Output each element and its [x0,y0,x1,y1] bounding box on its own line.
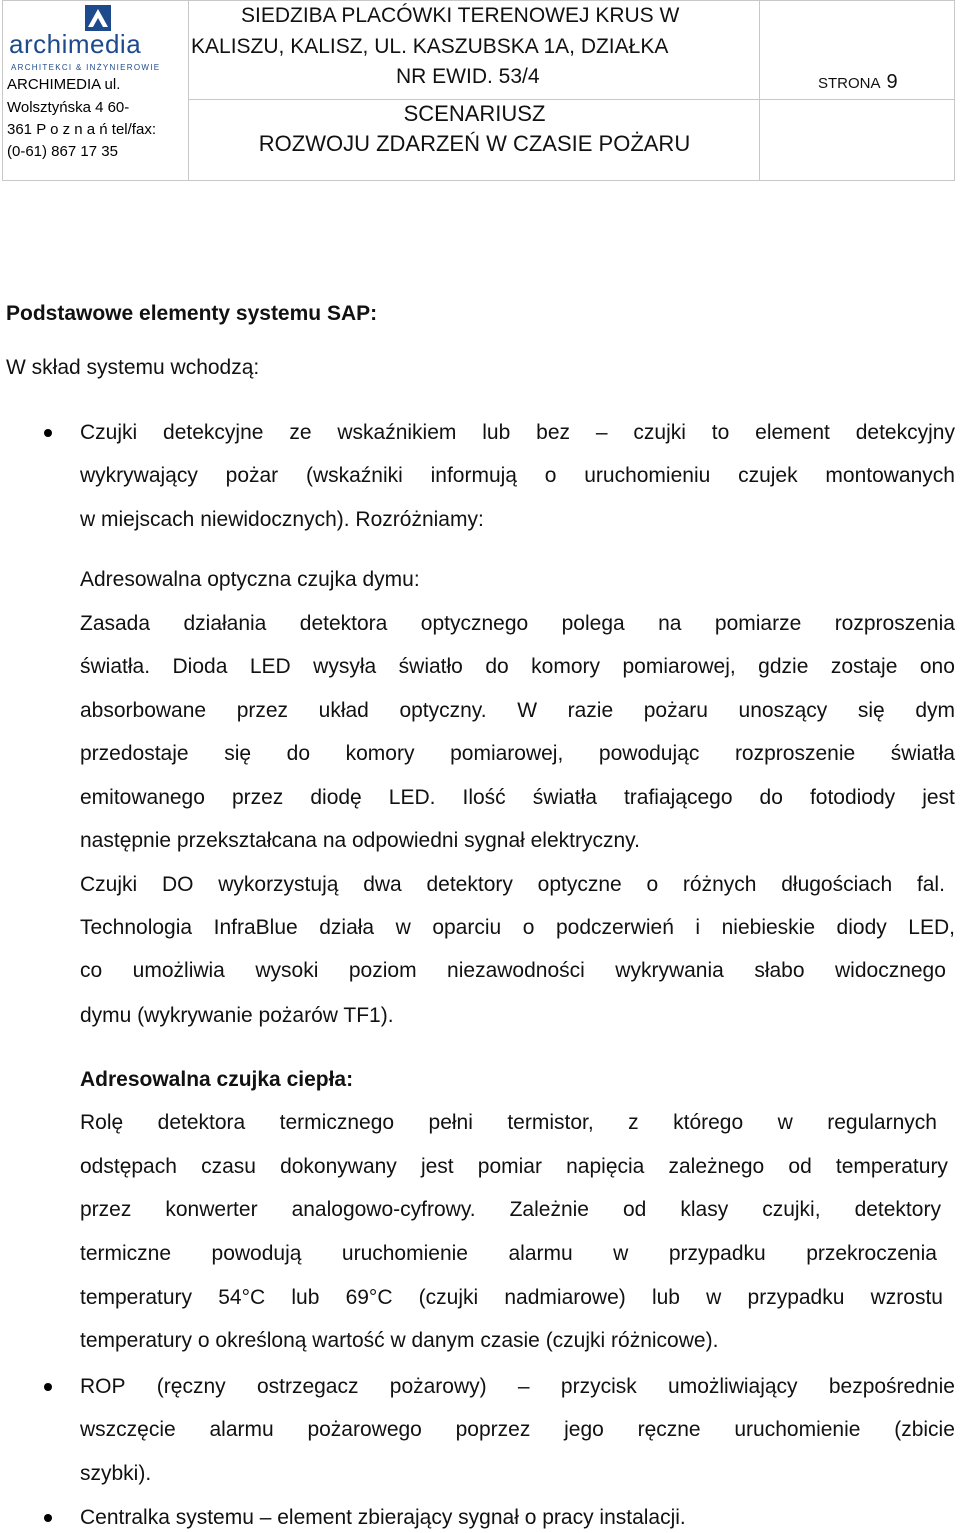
company-address-line: ARCHIMEDIA ul. [7,76,121,93]
word: uruchomienie [341,1242,468,1265]
word: przez [80,1198,132,1221]
word: przypadku [668,1242,766,1265]
word: przedostaje [80,742,189,765]
word: LED [249,655,291,678]
word: o [522,916,535,939]
word: jego [564,1418,604,1441]
facility-line: SIEDZIBA PLACÓWKI TERENOWEJ KRUS W [241,4,680,27]
word: oparciu [432,916,502,939]
word: fal. [916,873,945,896]
word: LED. [388,786,436,809]
word: – [595,421,608,444]
intro-text: W skład systemu wchodzą: [6,356,260,379]
bullet-icon [44,1383,52,1391]
word: (wskaźniki [305,464,403,487]
word: diody [836,916,887,939]
word: jest [922,786,955,809]
word: ręczne [637,1418,701,1441]
word: się [224,742,252,765]
word: optyczny. [399,699,487,722]
text-line: szybki). [80,1462,152,1485]
company-phone: (0-61) 867 17 35 [7,143,118,160]
word: optycznego [420,612,529,635]
word: unoszący [738,699,828,722]
facility-location [189,1,759,100]
header-page-block [760,1,955,180]
word: ROP [80,1375,126,1398]
word: słabo [754,959,805,982]
word: zostaje [830,655,898,678]
text-line: dymu (wykrywanie pożarów TF1). [80,1004,394,1027]
word: trafiającego [623,786,733,809]
word: czujki [633,421,686,444]
word: przez [236,699,289,722]
word: razie [567,699,614,722]
word: alarmu [508,1242,573,1265]
company-logo-icon [85,5,111,31]
word: układ [318,699,369,722]
word: Czujki [80,421,138,444]
text-line [80,1375,955,1399]
page-number-value: 9 [886,71,898,93]
word: Zasada [80,612,151,635]
word: (zbicie [894,1418,955,1441]
word: od [788,1155,812,1178]
section-title: Podstawowe elementy systemu SAP: [6,302,378,325]
word: (czujki [418,1286,479,1309]
word: przekroczenia [806,1242,937,1265]
word: Rolę [80,1111,124,1134]
word: Dioda [172,655,228,678]
word: na [658,612,682,635]
word: napięcia [566,1155,645,1178]
word: poprzez [455,1418,531,1441]
text-line: następnie przekształcana na odpowiedni sygnał elektryczny. [80,829,640,852]
word: lub [482,421,511,444]
word: alarmu [209,1418,274,1441]
word: detekcyjne [163,421,264,444]
text-line [80,742,955,766]
word: 54°C [218,1286,266,1309]
page-number [818,71,898,94]
facility-line: NR EWID. 53/4 [396,65,540,88]
word: niezawodności [447,959,585,982]
word: uruchomieniu [584,464,711,487]
word: pożarowego [307,1418,422,1441]
word: powodując [598,742,700,765]
word: pomiarowej, [622,655,736,678]
word: światła. [80,655,151,678]
word: diodę [310,786,362,809]
word: wskaźnikiem [337,421,457,444]
word: dym [915,699,955,722]
word: detektory [426,873,513,896]
word: niebieskie [721,916,816,939]
word: poziom [348,959,417,982]
bullet-icon [44,429,52,437]
bullet-icon [44,1514,52,1522]
word: pomiarze [714,612,802,635]
word: i [695,916,701,939]
word: dokonywany [280,1155,397,1178]
word: światła [890,742,955,765]
word: jest [420,1155,454,1178]
word: przycisk [560,1375,637,1398]
word: w [613,1242,629,1265]
word: umożliwia [132,959,225,982]
word: InfraBlue [213,916,298,939]
word: DO [161,873,194,896]
word: o [544,464,557,487]
text-line: Centralka systemu – element zbierający sygnał o pracy instalacji. [80,1506,686,1529]
word: termistor, [507,1111,594,1134]
word: ono [919,655,955,678]
word: o [646,873,659,896]
word: komory [531,655,601,678]
word: termicznego [279,1111,395,1134]
word: ze [289,421,312,444]
word: przez [231,786,284,809]
text-line [80,1198,941,1222]
text-line [80,421,955,445]
word: wysyła [313,655,377,678]
text-line [80,612,955,636]
word: temperatury [835,1155,948,1178]
word: widocznego [835,959,946,982]
word: wykrywania [615,959,724,982]
word: pomiarowej, [450,742,564,765]
word: światła [532,786,597,809]
word: uruchomienie [734,1418,861,1441]
word: umożliwiający [668,1375,798,1398]
word: do [485,655,509,678]
company-logo-subtitle: ARCHITEKCI & INŻYNIEROWIE [11,63,161,72]
facility-line: KALISZU, KALISZ, UL. KASZUBSKA 1A, DZIAŁKA [191,35,669,58]
word: montowanych [825,464,955,487]
company-logo-text: archimedia [9,29,142,59]
company-address-line: Wolsztyńska 4 60- [7,99,130,116]
document-subtitle: ROZWOJU ZDARZEŃ W CZASIE POŻARU [258,131,691,156]
word: detektora [157,1111,246,1134]
word: bez [536,421,570,444]
document-title: SCENARIUSZ [403,101,546,126]
word: Zależnie [509,1198,589,1221]
word: działa [319,916,375,939]
text-line [80,959,946,983]
text-line [80,786,955,810]
word: lub [651,1286,680,1309]
word: czujki, [762,1198,821,1221]
word: W [517,699,538,722]
text-line: temperatury o określoną wartość w danym czasie (czujki różnicowe). [80,1329,719,1352]
word: detektora [299,612,388,635]
word: pełni [428,1111,473,1134]
word: detekcyjny [855,421,955,444]
text-line [80,1418,955,1442]
word: rozproszenia [834,612,955,635]
word: nadmiarowe) [504,1286,626,1309]
word: regularnych [827,1111,937,1134]
word: się [857,699,885,722]
word: bezpośrednie [828,1375,955,1398]
word: temperatury [80,1286,193,1309]
word: czujek [738,464,798,487]
word: Technologia [80,916,193,939]
word: wzrostu [870,1286,943,1309]
company-address-line: 361 P o z n a ń tel/fax: [7,121,156,138]
text-line [80,1111,937,1135]
word: pożar [225,464,279,487]
text-line [80,1242,937,1266]
text-line [80,464,955,488]
word: polega [561,612,625,635]
word: termiczne [80,1242,172,1265]
word: analogowo-cyfrowy. [291,1198,476,1221]
text-line [80,916,955,940]
word: długościach [781,873,893,896]
header-company-block [3,1,189,180]
word: pożaru [643,699,708,722]
word: – [517,1375,530,1398]
word: czasu [201,1155,256,1178]
word: podczerwień [555,916,674,939]
word: do [286,742,311,765]
word: wszczęcie [80,1418,176,1441]
text-line [80,699,955,723]
header-title-block [189,1,760,180]
text-line [80,873,945,897]
word: którego [673,1111,744,1134]
word: wysoki [255,959,319,982]
word: dwa [363,873,402,896]
word: detektory [854,1198,941,1221]
word: klasy [680,1198,729,1221]
word: w [395,916,411,939]
word: konwerter [165,1198,258,1221]
word: pożarowy) [389,1375,487,1398]
word: 69°C [345,1286,393,1309]
word: do [759,786,783,809]
word: (ręczny [156,1375,226,1398]
word: z [628,1111,639,1134]
word: to [711,421,730,444]
word: gdzie [758,655,809,678]
text-line [80,655,955,679]
word: powodują [211,1242,302,1265]
word: Ilość [462,786,506,809]
word: w [777,1111,793,1134]
text-line: w miejscach niewidocznych). Rozróżniamy: [80,508,484,531]
word: w [706,1286,722,1309]
word: zależnego [668,1155,765,1178]
word: informują [430,464,517,487]
word: wykrywający [80,464,198,487]
word: ostrzegacz [256,1375,359,1398]
word: komory [345,742,415,765]
subsection-title: Adresowalna optyczna czujka dymu: [80,568,420,591]
word: absorbowane [80,699,207,722]
subsection-title: Adresowalna czujka ciepła: [80,1068,354,1091]
word: od [622,1198,647,1221]
word: emitowanego [80,786,205,809]
page-header [2,0,955,181]
word: przypadku [747,1286,845,1309]
word: fotodiody [809,786,896,809]
word: wykorzystują [218,873,339,896]
word: światło [398,655,463,678]
word: LED, [908,916,955,939]
word: optyczne [537,873,622,896]
word: co [80,959,103,982]
word: odstępach [80,1155,177,1178]
text-line [80,1155,948,1179]
word: różnych [682,873,757,896]
word: pomiar [477,1155,542,1178]
word: działania [183,612,267,635]
word: lub [291,1286,320,1309]
word: rozproszenie [734,742,856,765]
word: element [755,421,830,444]
page-label: STRONA [818,75,881,92]
word: Czujki [80,873,138,896]
text-line [80,1286,943,1310]
